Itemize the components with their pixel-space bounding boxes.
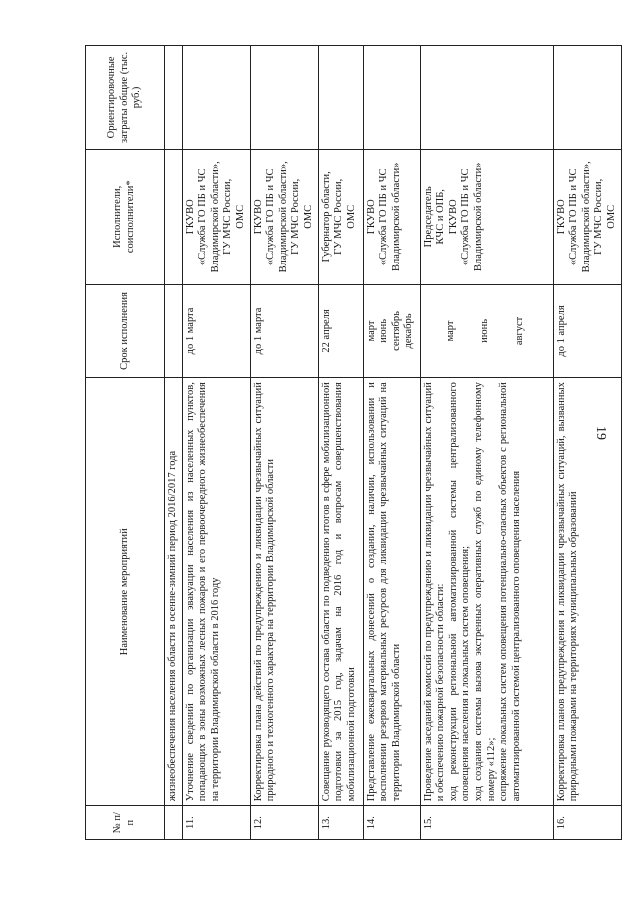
row-num: 11. — [182, 806, 250, 840]
row-executors: Губернатор области, ГУ МЧС России, ОМС — [318, 149, 363, 284]
row-executors: ГКУВО «Служба ГО ПБ и ЧС Владимирской области» — [363, 149, 420, 284]
events-table — [85, 45, 622, 840]
table-row — [318, 46, 363, 840]
row-name: Уточнение сведений по организации эвакуации населения из населенных пунктов, попадающих в зоны возможных лесных пожаров и его первоочередного жизнеобеспечения на территории Владимирской области в 2016 году — [182, 378, 250, 806]
table-row — [363, 46, 420, 840]
row-num: 13. — [318, 806, 363, 840]
row-name: Корректировка плана действий по предупреждению и ликвидации чрезвычайных ситуаций природного и техногенного характера на территории Владимирской области — [250, 378, 318, 806]
header-cost: Ориентировочные затраты общие (тыс. руб.) — [86, 46, 165, 150]
row-cost — [250, 46, 318, 150]
row-num: 12. — [250, 806, 318, 840]
row-term: март июнь сентябрь декабрь — [363, 284, 420, 377]
continuation-exec — [165, 149, 183, 284]
header-num: № п/п — [86, 806, 165, 840]
row-term: до 1 апреля — [553, 284, 621, 377]
row-cost — [318, 46, 363, 150]
row-executors: ГКУВО «Служба ГО ПБ и ЧС Владимирской области», ГУ МЧС России, ОМС — [182, 149, 250, 284]
table-header-row — [86, 46, 165, 840]
continuation-num — [165, 806, 183, 840]
header-term: Срок исполнения — [86, 284, 165, 377]
header-executors: Исполнители, соисполнители* — [86, 149, 165, 284]
row-term: до 1 марта — [182, 284, 250, 377]
table-row — [553, 46, 621, 840]
continuation-text: жизнеобеспечения населения области в осенне-зимний период 2016/2017 года — [165, 378, 183, 806]
row-cost — [363, 46, 420, 150]
row-term: март июнь август — [420, 284, 553, 377]
page-number: 19 — [593, 426, 608, 440]
continuation-cost — [165, 46, 183, 150]
continuation-term — [165, 284, 183, 377]
row-executors: Председатель КЧС и ОПБ, ГКУВО «Служба ГО ПБ и ЧС Владимирской области» — [420, 149, 553, 284]
row-executors: ГКУВО «Служба ГО ПБ и ЧС Владимирской области», ГУ МЧС России, ОМС — [250, 149, 318, 284]
row-cost — [182, 46, 250, 150]
row-num: 16. — [553, 806, 621, 840]
row-num: 15. — [420, 806, 553, 840]
table-row — [250, 46, 318, 840]
continuation-row — [165, 46, 183, 840]
row-cost — [553, 46, 621, 150]
row-name: Корректировка планов предупреждения и ликвидации чрезвычайных ситуаций, вызванных природными пожарами на территориях муниципальных образований — [553, 378, 621, 806]
row-num: 14. — [363, 806, 420, 840]
row-name: Представление ежеквартальных донесений о создании, наличии, использовании и восполнении резервов материальных ресурсов для ликвидации чрезвычайных ситуаций на территории Владимирской области — [363, 378, 420, 806]
row-name: Совещание руководящего состава области по подведению итогов в сфере мобилизационной подготовки за 2015 год, задачам на 2016 год и вопросам совершенствования мобилизационной подготовки — [318, 378, 363, 806]
table-row — [182, 46, 250, 840]
table-row — [420, 46, 553, 840]
row-name: Проведение заседаний комиссий по предупреждению и ликвидации чрезвычайных ситуаций и обеспечению пожарной безопасности области: ход реконструкции региональной автоматизированной системы централизованного оповещения населения и локальных систем оповещения; ход создания системы вызова экстренных оперативных служб по единому телефонному номеру «112»; сопряжение локальных систем оповещения потенциально-опасных объектов с региональной автоматизированной системой централизованного оповещения населения — [420, 378, 553, 806]
row-executors: ГКУВО «Служба ГО ПБ и ЧС Владимирской области», ГУ МЧС России, ОМС — [553, 149, 621, 284]
row-term: до 1 марта — [250, 284, 318, 377]
row-term: 22 апреля — [318, 284, 363, 377]
row-cost — [420, 46, 553, 150]
header-name: Наименование мероприятий — [86, 378, 165, 806]
